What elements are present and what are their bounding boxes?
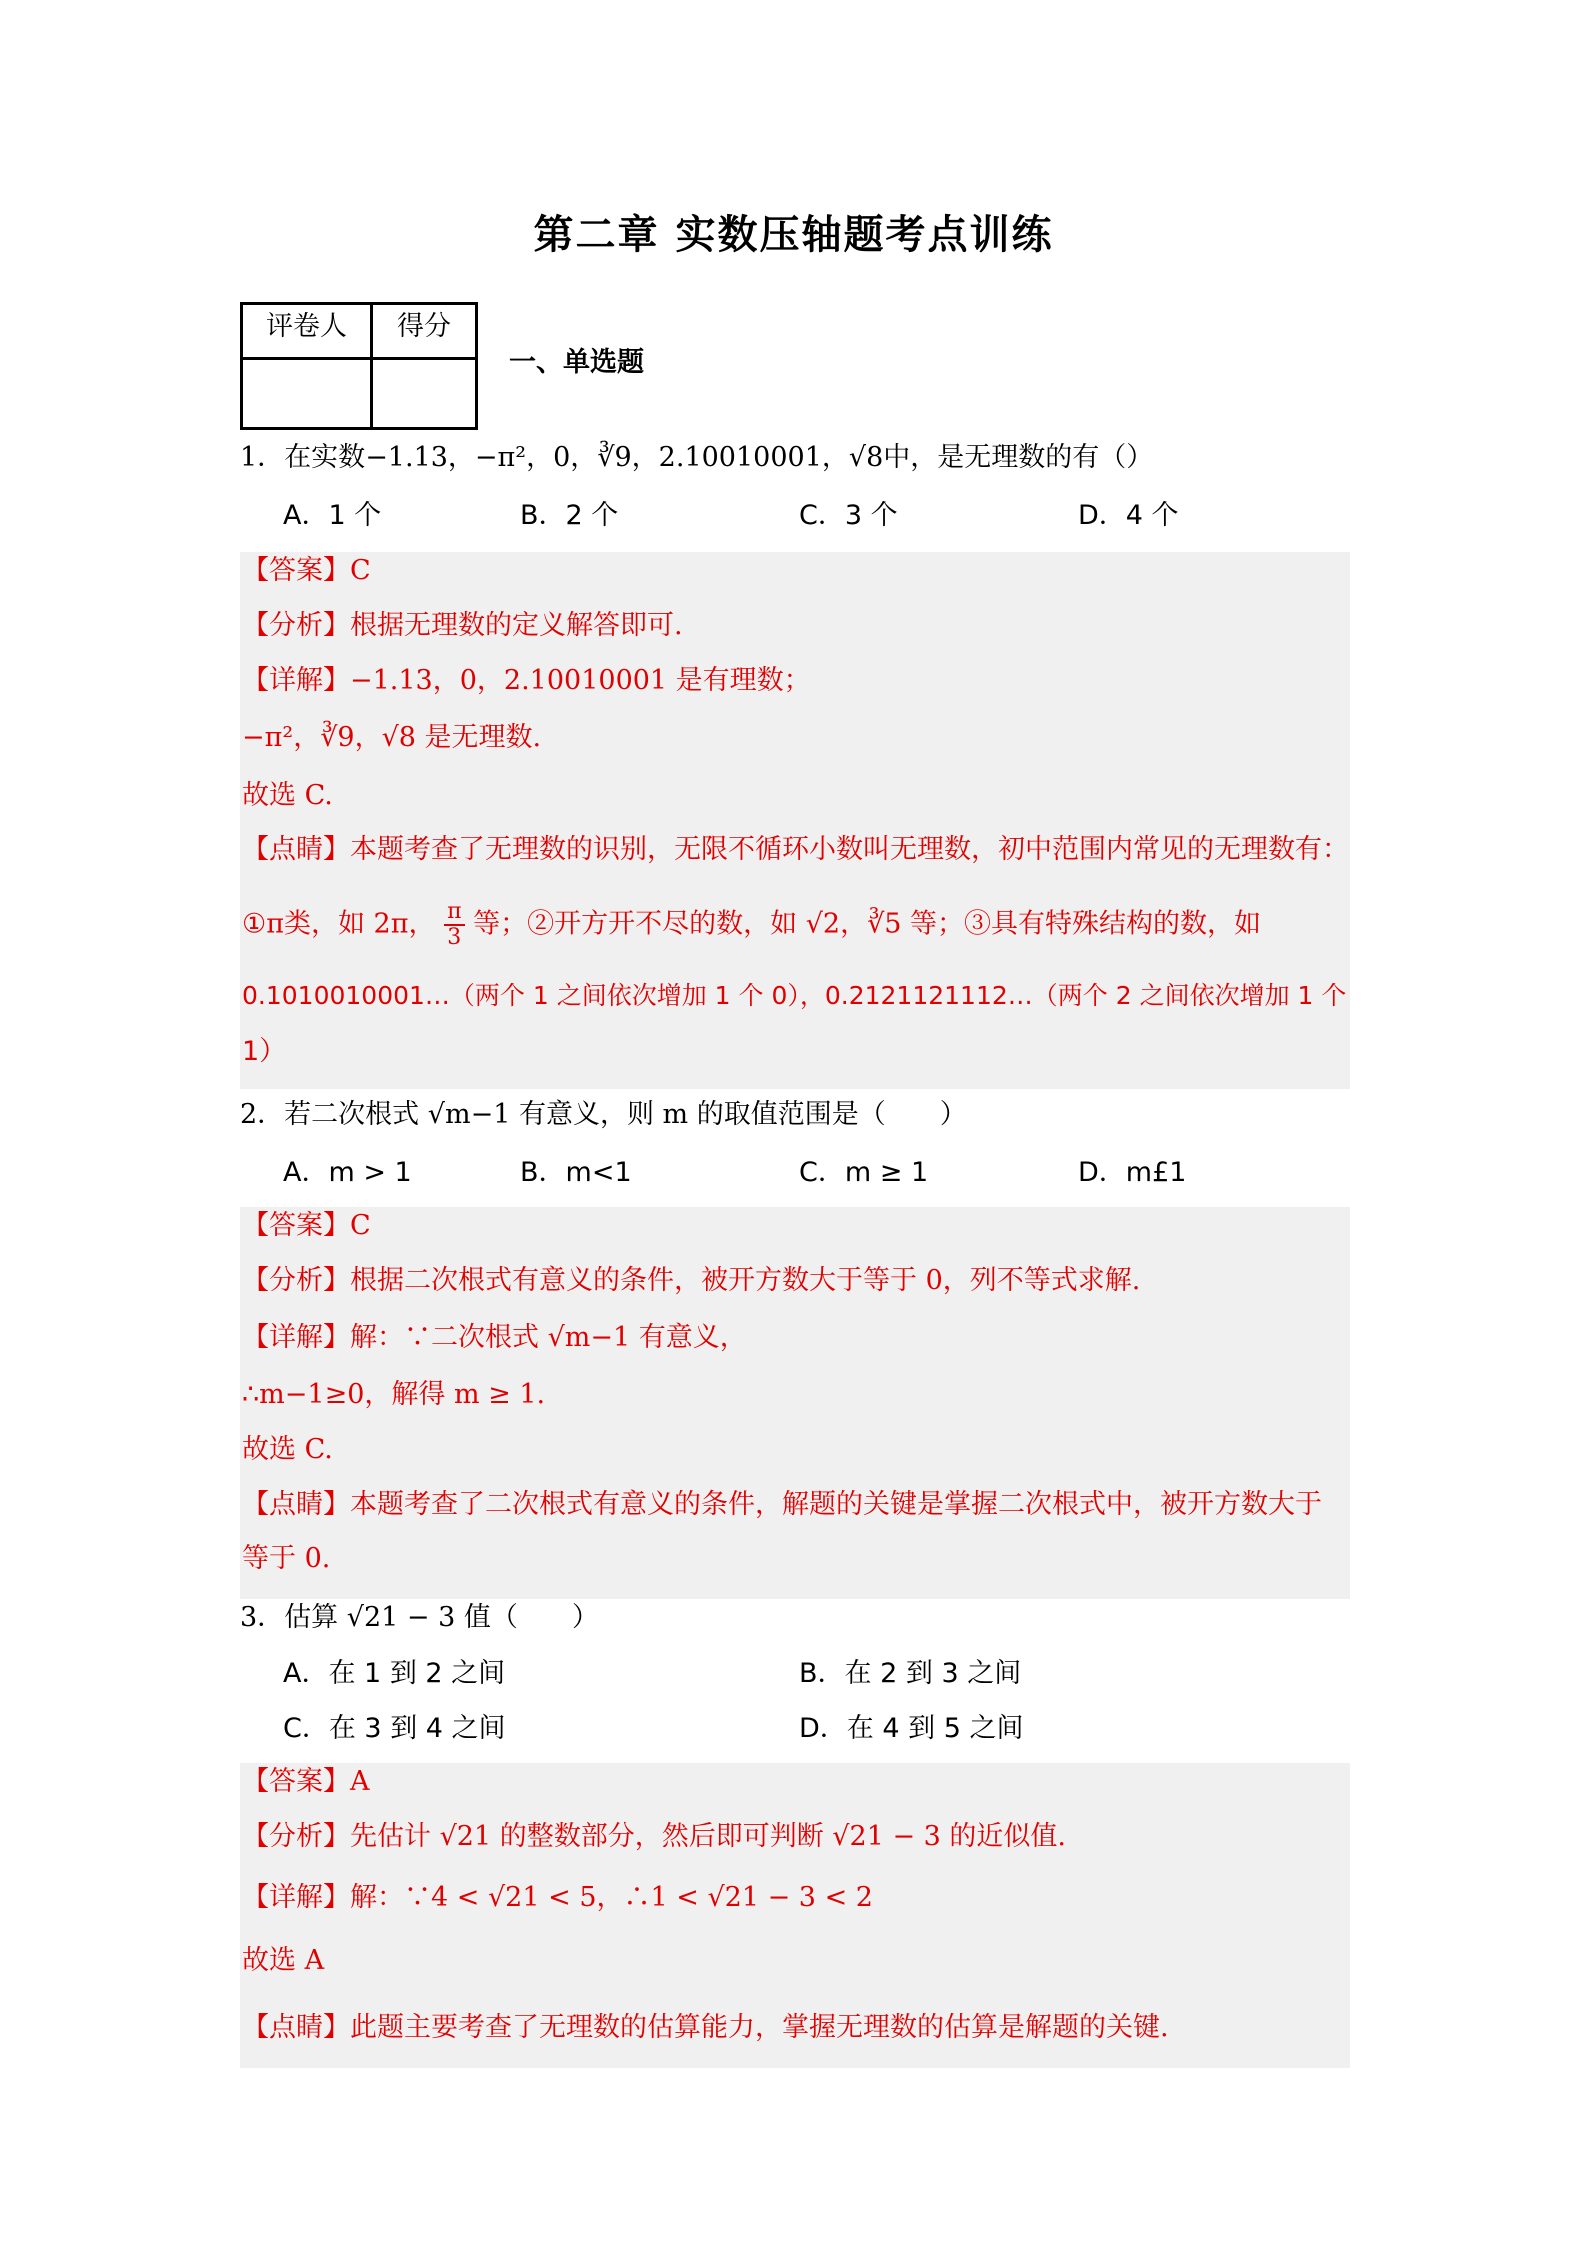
q1-fraction-denominator: 3 [447,925,462,950]
q2-option-c[interactable]: C．m ≥ 1 [799,1157,929,1188]
q1-pi-over-3-fraction [444,900,464,950]
q1-fraction-numerator: π [444,900,464,926]
score-table [240,302,478,430]
q1-comment-4: 1） [242,1036,287,1067]
q3-analysis: 【分析】先估计 √21 的整数部分，然后即可判断 √21 − 3 的近似值. [242,1821,1066,1852]
q3-option-b[interactable]: B．在 2 到 3 之间 [799,1658,1022,1689]
score-table-reviewer-header: 评卷人 [242,304,372,359]
q3-detail: 【详解】解：∵4 < √21 < 5，∴1 < √21 − 3 < 2 [242,1882,873,1913]
q1-option-b[interactable]: B．2 个 [520,500,619,531]
q2-comment-2: 等于 0. [242,1543,331,1574]
score-table-score-cell[interactable] [372,359,477,429]
q1-choose: 故选 C. [242,780,333,811]
q2-stem: 2．若二次根式 √m−1 有意义，则 m 的取值范围是（ ） [240,1099,967,1130]
q2-analysis: 【分析】根据二次根式有意义的条件，被开方数大于等于 0，列不等式求解. [242,1265,1141,1296]
q3-comment: 【点睛】此题主要考查了无理数的估算能力，掌握无理数的估算是解题的关键. [242,2012,1169,2043]
q1-option-a[interactable]: A．1 个 [283,500,382,531]
q3-answer: 【答案】A [242,1766,370,1797]
q1-stem-suffix: 中，是无理数的有（） [883,442,1154,473]
q3-option-c[interactable]: C．在 3 到 4 之间 [283,1713,506,1744]
q1-detail-1: 【详解】−1.13，0，2.10010001 是有理数； [242,665,811,696]
q2-comment-1: 【点睛】本题考查了二次根式有意义的条件，解题的关键是掌握二次根式中，被开方数大于 [242,1489,1322,1520]
q2-choose: 故选 C. [242,1434,333,1465]
page-title: 第二章 实数压轴题考点训练 [533,211,1054,258]
q1-option-d[interactable]: D．4 个 [1078,500,1179,531]
q1-comment-1: 【点睛】本题考查了无理数的识别，无限不循环小数叫无理数，初中范围内常见的无理数有： [242,834,1349,865]
q1-comment-2b: 等；②开方开不尽的数，如 √2，∛5 等；③具有特殊结构的数，如 [473,908,1262,940]
q3-option-a[interactable]: A．在 1 到 2 之间 [283,1658,506,1689]
q1-answer: 【答案】C [242,555,371,586]
q1-analysis: 【分析】根据无理数的定义解答即可. [242,610,683,641]
q2-option-d[interactable]: D．m£1 [1078,1157,1187,1188]
q1-detail-2: −π²，∛9，√8 是无理数. [242,722,542,753]
q1-comment-3: 0.1010010001…（两个 1 之间依次增加 1 个 0），0.2121121112…（两个 2 之间依次增加 1 个 [242,981,1347,1010]
section-title: 一、单选题 [509,347,644,378]
q1-comment-2 [242,900,1261,950]
q1-stem-prefix: 1．在实数 [240,442,366,473]
q2-answer: 【答案】C [242,1210,371,1241]
q2-option-b[interactable]: B．m<1 [520,1157,632,1188]
score-table-score-header: 得分 [372,304,477,359]
q3-stem: 3．估算 √21 − 3 值（ ） [240,1602,599,1633]
q3-option-d[interactable]: D．在 4 到 5 之间 [799,1713,1024,1744]
q1-comment-2a: ①π类，如 2π， [242,908,436,940]
q1-option-c[interactable]: C．3 个 [799,500,898,531]
q1-stem [240,440,1153,476]
q2-option-a[interactable]: A．m > 1 [283,1157,412,1188]
q3-choose: 故选 A [242,1945,325,1976]
q1-stem-values: −1.13，−π²，0，∛9，2.10010001，√8 [365,442,884,473]
q2-detail-2: ∴m−1≥0，解得 m ≥ 1. [242,1379,546,1410]
score-table-reviewer-cell[interactable] [242,359,372,429]
q2-detail-1: 【详解】解：∵二次根式 √m−1 有意义， [242,1322,747,1353]
